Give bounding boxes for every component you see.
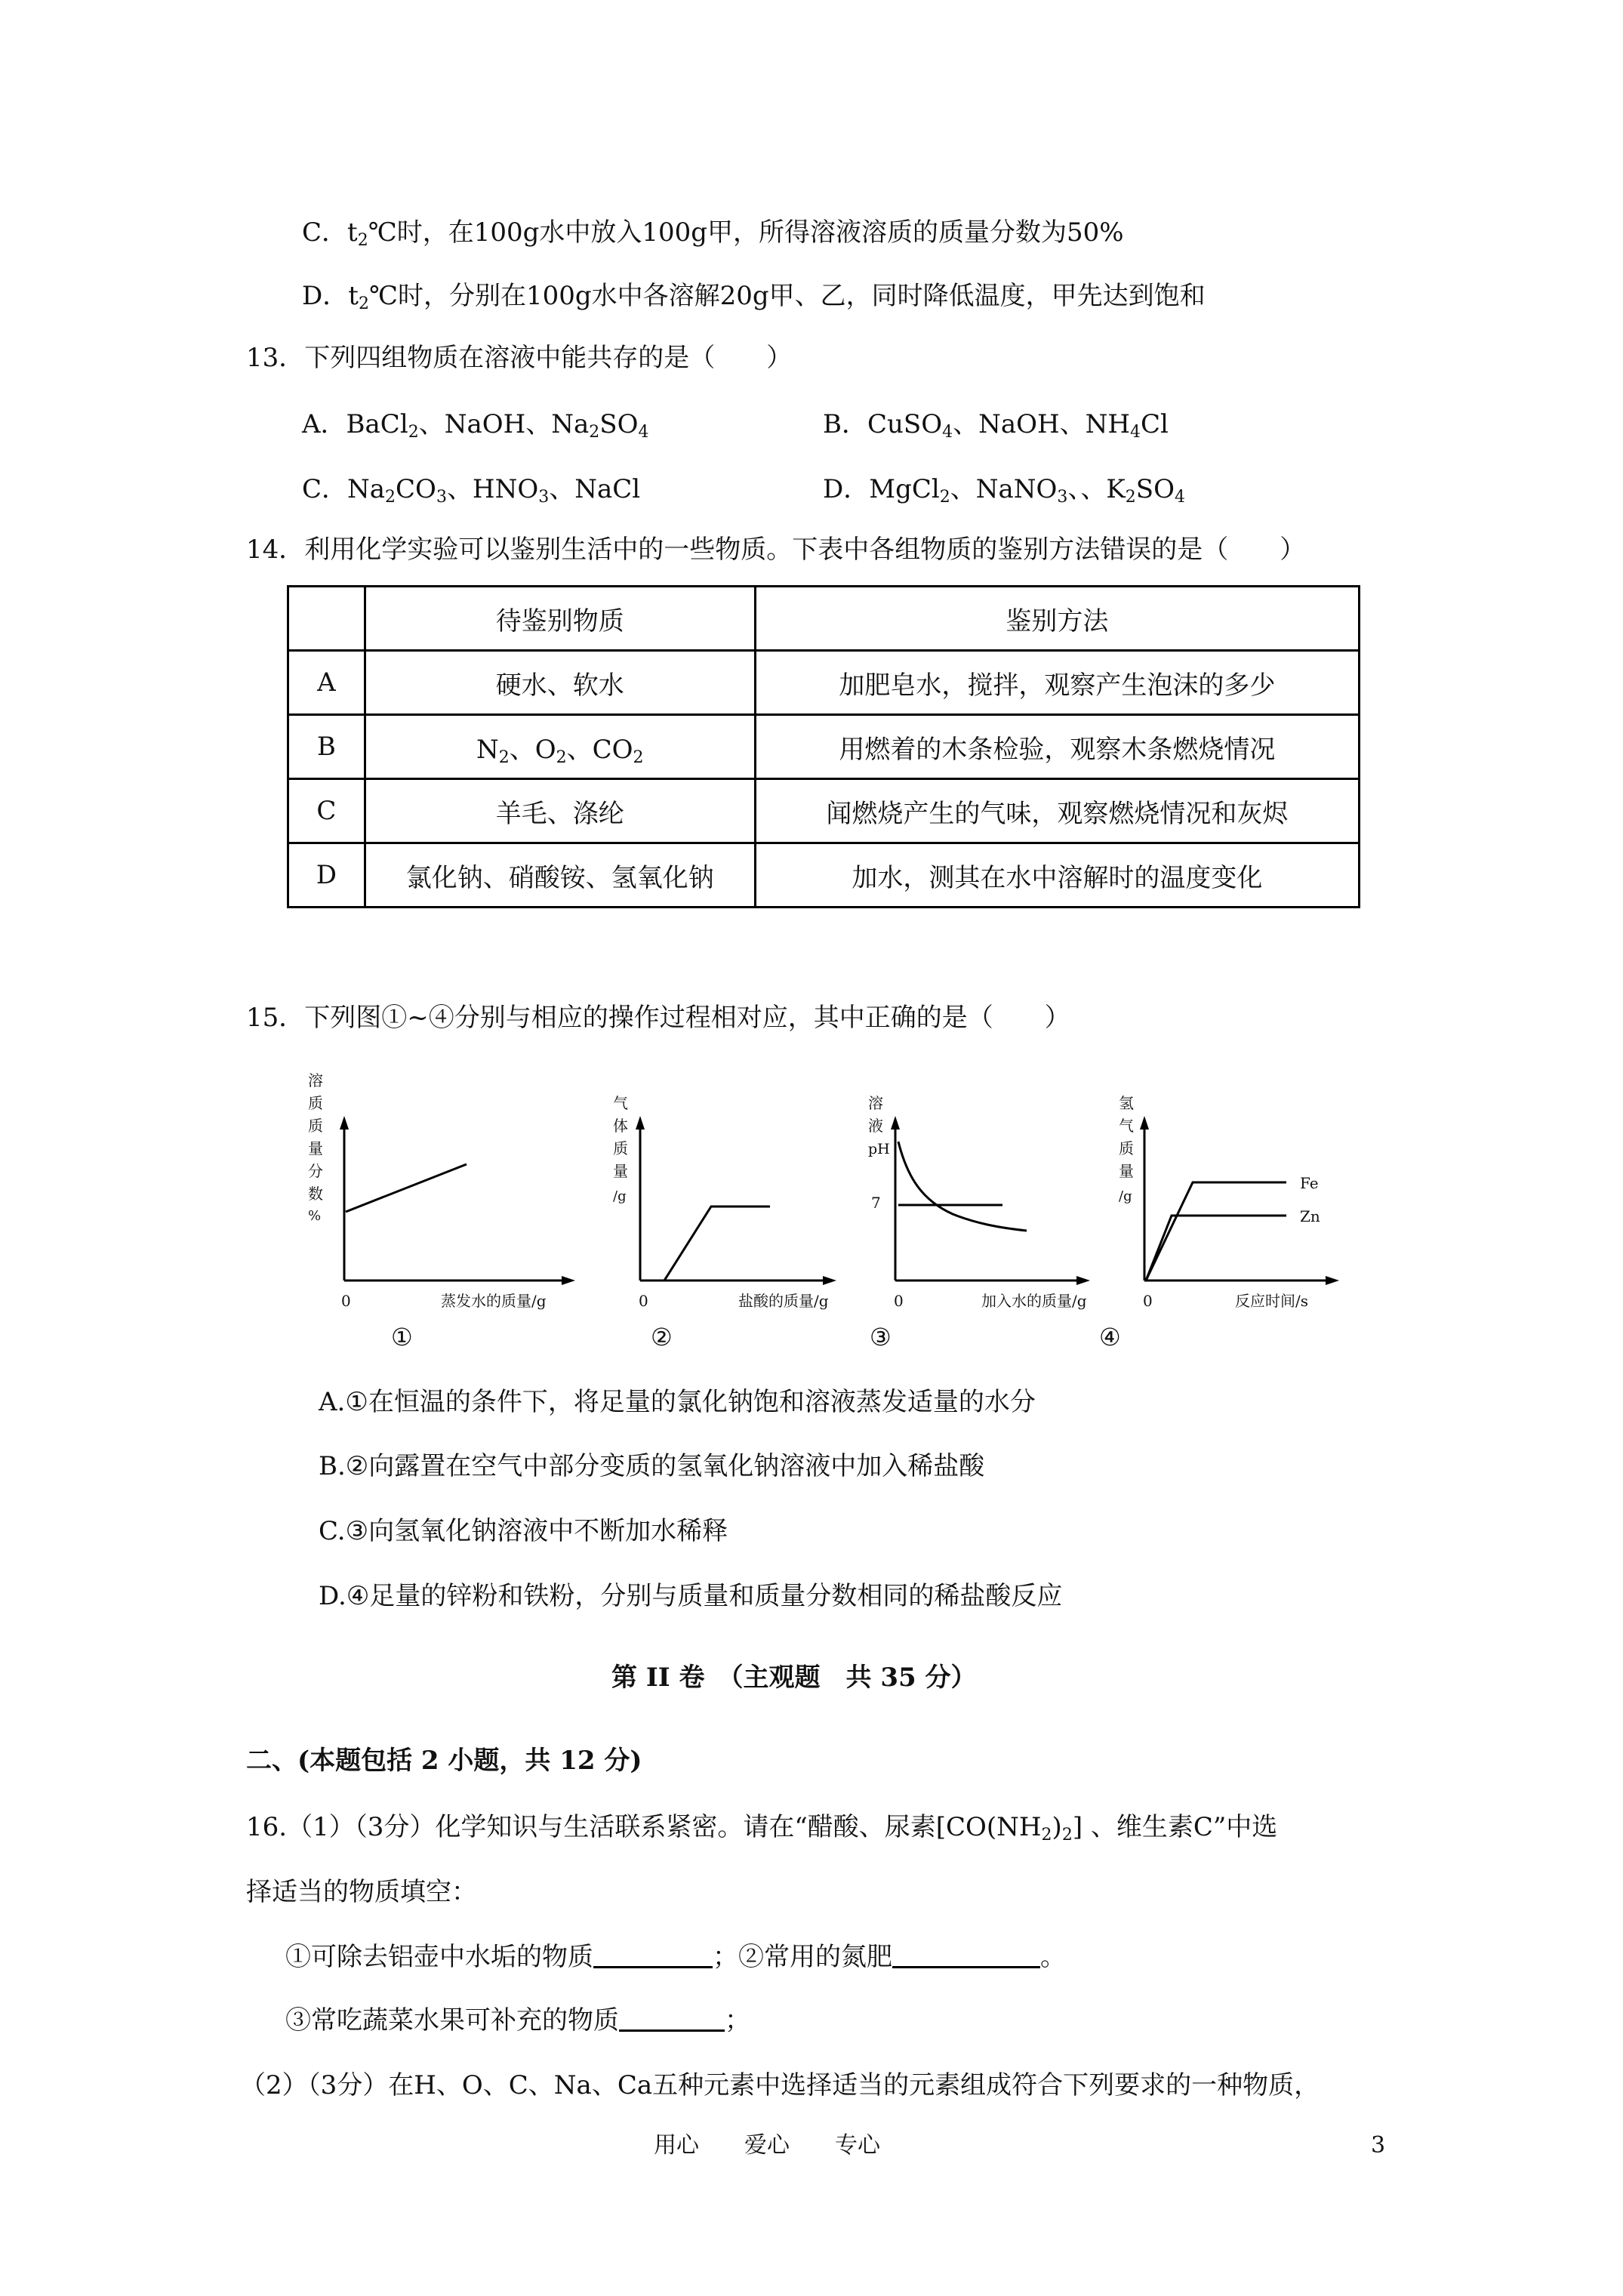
table-row bbox=[288, 651, 1360, 715]
chart-ylabel-char: /g bbox=[613, 1188, 627, 1204]
q15-option-b: B.②向露置在空气中部分变质的氢氧化钠溶液中加入稀盐酸 bbox=[319, 1451, 985, 1481]
chart-ylabel-char: 质 bbox=[1119, 1139, 1134, 1157]
chart-ylabel-char: 质 bbox=[613, 1139, 628, 1157]
q15-option-c: C.③向氢氧化钠溶液中不断加水稀释 bbox=[319, 1516, 728, 1546]
chart-ylabel-char: 氢 bbox=[1119, 1095, 1134, 1112]
row-method: 用燃着的木条检验，观察木条燃烧情况 bbox=[755, 715, 1359, 779]
chart-series-label-zn: Zn bbox=[1300, 1207, 1320, 1225]
chart-1-line bbox=[346, 1164, 467, 1212]
chart-xlabel: 加入水的质量/g bbox=[981, 1292, 1087, 1310]
chart-xlabel: 蒸发水的质量/g bbox=[441, 1292, 547, 1310]
table-row bbox=[288, 715, 1360, 779]
chart-series-label-fe: Fe bbox=[1300, 1174, 1319, 1192]
chart-tick: 7 bbox=[871, 1194, 881, 1212]
q16-part1: 16.（1）（3分）化学知识与生活联系紧密。请在“醋酸、尿素$[CO(NH_2)_2]$ 、维生素C”中选 bbox=[246, 1812, 1278, 1845]
answer-blank[interactable] bbox=[619, 2004, 725, 2032]
row-label: C bbox=[288, 779, 365, 843]
chart-ylabel-char: 分 bbox=[308, 1162, 323, 1180]
chart-y-arrow bbox=[340, 1116, 349, 1130]
chart-ylabel-char: 质 bbox=[308, 1117, 323, 1135]
chart-4-fe-line bbox=[1146, 1182, 1286, 1281]
chart-3 bbox=[862, 1095, 1111, 1314]
chart-4-zn-line bbox=[1146, 1216, 1286, 1281]
chart-ylabel-char: 数 bbox=[308, 1185, 323, 1203]
row-label: A bbox=[288, 651, 365, 715]
table-row bbox=[288, 779, 1360, 843]
chart-x-arrow bbox=[823, 1276, 836, 1285]
q12-option-c: C．$t_2℃$时，在100g水中放入100g甲，所得溶液溶质的质量分数为50% bbox=[302, 217, 1124, 250]
chart-y-arrow bbox=[891, 1116, 900, 1130]
chart-x-arrow bbox=[1076, 1276, 1090, 1285]
chart-xlabel: 反应时间/s bbox=[1235, 1292, 1309, 1310]
q15-option-d: D.④足量的锌粉和铁粉，分别与质量和质量分数相同的稀盐酸反应 bbox=[319, 1581, 1063, 1611]
q15-stem: 15．下列图①~④分别与相应的操作过程相对应，其中正确的是（ ） bbox=[246, 1003, 1070, 1033]
q13-stem: 13．下列四组物质在溶液中能共存的是（ ） bbox=[246, 343, 793, 373]
chart-y-arrow bbox=[636, 1116, 645, 1130]
chart-2 bbox=[602, 1095, 852, 1314]
chart-3-curve bbox=[898, 1142, 1027, 1231]
chart-origin: 0 bbox=[1143, 1292, 1153, 1310]
chart-ylabel-char: /g bbox=[1119, 1188, 1132, 1204]
footer-motto: 用心 爱心 专心 bbox=[654, 2132, 880, 2159]
chart-ylabel-char: 量 bbox=[308, 1139, 323, 1157]
chart-origin: 0 bbox=[639, 1292, 648, 1310]
chart-xlabel: 盐酸的质量/g bbox=[738, 1292, 829, 1310]
q13-option-c: C．$Na_2CO_3$、$HNO_3$、NaCl bbox=[302, 474, 641, 507]
row-item: 羊毛、涤纶 bbox=[365, 779, 755, 843]
q13-option-d: D．MgCl$_2$、NaNO$_3$、、$K_2SO_4$ bbox=[823, 474, 1185, 507]
q16-part1-cont: 择适当的物质填空： bbox=[246, 1877, 477, 1907]
chart-origin: 0 bbox=[894, 1292, 904, 1310]
table-row bbox=[288, 843, 1360, 908]
chart-ylabel-char: 质 bbox=[308, 1094, 323, 1112]
table-header-cell: 鉴别方法 bbox=[755, 587, 1359, 651]
row-method: 加水，测其在水中溶解时的温度变化 bbox=[755, 843, 1359, 908]
chart-ylabel-char: 量 bbox=[613, 1162, 628, 1180]
row-item: $N_2$、$O_2$、$CO_2$ bbox=[365, 715, 755, 779]
chart-ylabel-char: 气 bbox=[1119, 1117, 1134, 1135]
q16-item-1-2: ①可除去铝壶中水垢的物质 ；②常用的氮肥 。 bbox=[285, 1942, 1066, 1972]
chart-y-arrow bbox=[1140, 1116, 1149, 1130]
q15-option-a: A.①在恒温的条件下，将足量的氯化钠饱和溶液蒸发适量的水分 bbox=[319, 1387, 1036, 1417]
table-header-row bbox=[288, 587, 1360, 651]
row-item: 硬水、软水 bbox=[365, 651, 755, 715]
row-label: B bbox=[288, 715, 365, 779]
row-method: 闻燃烧产生的气味，观察燃烧情况和灰烬 bbox=[755, 779, 1359, 843]
page-number: 3 bbox=[1371, 2132, 1386, 2159]
chart-4 bbox=[1111, 1095, 1360, 1314]
chart-1 bbox=[302, 1072, 589, 1314]
chart-ylabel-char: % bbox=[308, 1208, 322, 1224]
q14-table bbox=[287, 585, 1360, 908]
q16-part2: （2）（3分）在H、O、C、Na、Ca五种元素中选择适当的元素组成符合下列要求的一种物质， bbox=[240, 2070, 1320, 2100]
row-method: 加肥皂水，搅拌，观察产生泡沫的多少 bbox=[755, 651, 1359, 715]
row-item: 氯化钠、硝酸铵、氢氧化钠 bbox=[365, 843, 755, 908]
chart-number: ③ bbox=[870, 1323, 892, 1351]
chart-ylabel-char: 气 bbox=[613, 1095, 628, 1112]
chart-number: ④ bbox=[1099, 1323, 1121, 1351]
q16-item-3: ③常吃蔬菜水果可补充的物质 ； bbox=[285, 2005, 750, 2036]
part-two-heading: 二、(本题包括 2 小题，共 12 分) bbox=[246, 1746, 642, 1776]
chart-ylabel-char: 体 bbox=[613, 1117, 628, 1135]
answer-blank[interactable] bbox=[892, 1940, 1040, 1968]
chart-number: ② bbox=[651, 1323, 673, 1351]
chart-ylabel-char: 量 bbox=[1119, 1162, 1134, 1180]
q14-stem: 14．利用化学实验可以鉴别生活中的一些物质。下表中各组物质的鉴别方法错误的是（ ） bbox=[246, 535, 1306, 565]
q13-option-a: A．BaCl$_2$、NaOH、$Na_2SO_4$ bbox=[302, 409, 649, 442]
q12-option-d: D．$t_2℃$时，分别在100g水中各溶解20g甲、乙，同时降低温度，甲先达到饱和 bbox=[302, 281, 1206, 313]
section-title: 第 II 卷 （主观题 共 35 分） bbox=[611, 1663, 977, 1693]
answer-blank[interactable] bbox=[593, 1940, 713, 1968]
chart-x-arrow bbox=[1326, 1276, 1339, 1285]
chart-2-line bbox=[664, 1207, 770, 1281]
table-header-cell: 待鉴别物质 bbox=[365, 587, 755, 651]
chart-ylabel-char: 溶 bbox=[868, 1095, 883, 1112]
chart-ylabel-char: 液 bbox=[868, 1117, 883, 1135]
chart-ylabel-char: pH bbox=[868, 1141, 890, 1157]
q13-option-b: B．CuSO$_4$、NaOH、$NH_4Cl$ bbox=[823, 409, 1169, 442]
chart-x-arrow bbox=[562, 1276, 575, 1285]
table-header-cell bbox=[288, 587, 365, 651]
chart-ylabel-char: 溶 bbox=[308, 1072, 323, 1089]
chart-number: ① bbox=[391, 1323, 413, 1351]
chart-origin: 0 bbox=[341, 1292, 351, 1310]
row-label: D bbox=[288, 843, 365, 908]
